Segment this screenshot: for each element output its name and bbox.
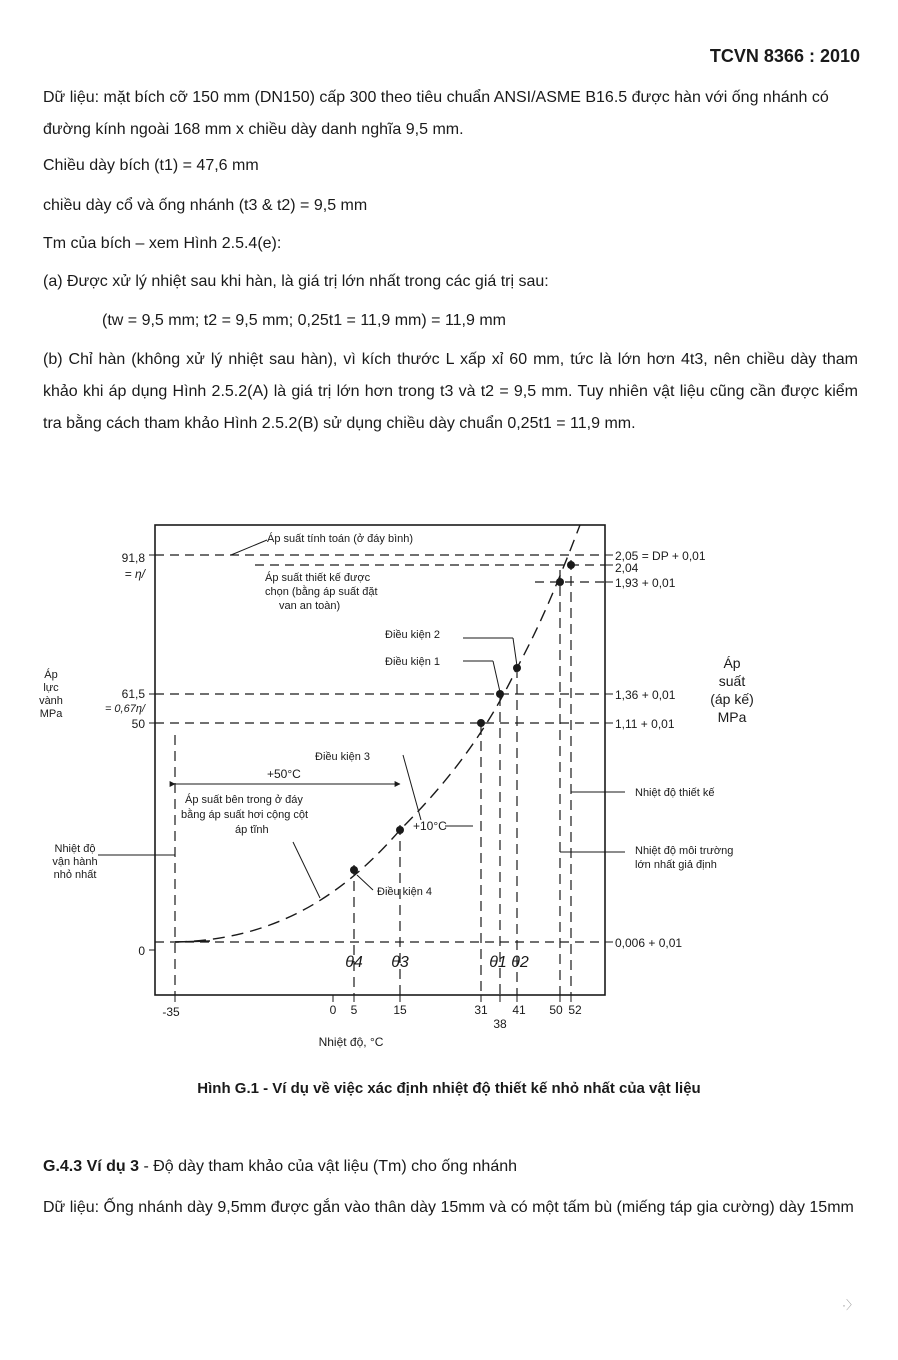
tm-reference-line: Tm của bích – xem Hình 2.5.4(e): bbox=[43, 235, 282, 252]
x-tick-41: 41 bbox=[512, 1003, 526, 1017]
right-tick-1-11: 1,11 + 0,01 bbox=[615, 717, 675, 731]
internal-pressure-3: áp tĩnh bbox=[235, 824, 269, 836]
figure-caption: Hình G.1 - Ví dụ về việc xác định nhiệt độ thiết kế nhỏ nhất của vật liệu bbox=[197, 1080, 701, 1097]
x-tick-minus35: -35 bbox=[162, 1005, 180, 1019]
plus-50-label: +50°C bbox=[267, 767, 301, 781]
x-tick-0: 0 bbox=[329, 1003, 337, 1017]
x-tick-38: 38 bbox=[493, 1017, 507, 1031]
tick-91-8: 91,8 bbox=[121, 551, 145, 565]
condition-2-label: Điều kiện 2 bbox=[385, 629, 441, 641]
svg-text:suất: suất bbox=[718, 673, 746, 689]
case-a-line: (a) Được xử lý nhiệt sau khi hàn, là giá trị lớn nhất trong các giá trị sau: bbox=[43, 273, 549, 290]
section-heading bbox=[43, 1158, 517, 1176]
x-tick-5: 5 bbox=[350, 1003, 358, 1017]
section-title: - Độ dày tham khảo của vật liệu (Tm) cho ống nhánh bbox=[139, 1158, 518, 1175]
tick-61-5: 61,5 bbox=[121, 687, 145, 701]
right-axis-label bbox=[710, 655, 754, 725]
svg-text:MPa: MPa bbox=[39, 708, 63, 720]
x-tick-15: 15 bbox=[393, 1003, 407, 1017]
x-axis-label: Nhiệt độ, °C bbox=[318, 1035, 384, 1049]
case-b-paragraph: (b) Chỉ hàn (không xử lý nhiệt sau hàn), vì kích thước L xấp xỉ 60 mm, tức là lớn hơn 4t3, nên chiều dày tham khảo khi áp dụng Hình 2.5.2(A) là giá trị lớn hơn trong t3 và t2 = 9,5 mm. Tuy nhiên vật liệu cũng cần được kiểm tra bằng cách tham khảo Hình 2.5.2(B) sử dụng chiều dày chuẩn 0,25t1 = 11,9 mm. bbox=[43, 351, 858, 432]
min-op-temp-3: nhỏ nhất bbox=[53, 869, 97, 881]
svg-text:MPa: MPa bbox=[717, 709, 747, 725]
temperature-verticals bbox=[175, 560, 571, 995]
page-mark: ·〉 bbox=[842, 1298, 858, 1312]
data-intro-paragraph: Dữ liệu: mặt bích cỡ 150 mm (DN150) cấp 300 theo tiêu chuẩn ANSI/ASME B16.5 được hàn với ống nhánh có đường kính ngoài 168 mm x chiều dày danh nghĩa 9,5 mm. bbox=[43, 89, 829, 138]
design-pressure-label-2: chọn (bằng áp suất đặt bbox=[265, 586, 378, 598]
min-op-temp-2: vận hành bbox=[52, 856, 98, 868]
temperature-pressure-figure bbox=[35, 520, 795, 1060]
svg-text:Áp: Áp bbox=[44, 669, 58, 681]
tick-50: 50 bbox=[131, 717, 145, 731]
section-number: G.4.3 Ví dụ 3 bbox=[43, 1158, 140, 1175]
condition-4-label: Điều kiện 4 bbox=[377, 886, 433, 898]
svg-text:(áp kế): (áp kế) bbox=[710, 691, 754, 707]
design-pressure-label-1: Áp suất thiết kế được bbox=[265, 572, 371, 584]
tick-0-left: 0 bbox=[138, 944, 145, 958]
plus-10-label: +10°C bbox=[413, 819, 447, 833]
left-axis-ticks bbox=[149, 555, 155, 950]
right-tick-2-05: 2,05 = DP + 0,01 bbox=[615, 549, 706, 563]
theta-4: θ4 bbox=[345, 954, 363, 971]
svg-text:Áp: Áp bbox=[723, 655, 741, 671]
design-temp-label: Nhiệt độ thiết kế bbox=[635, 787, 715, 799]
condition-3-label: Điều kiện 3 bbox=[315, 751, 371, 763]
right-tick-1-36: 1,36 + 0,01 bbox=[615, 688, 676, 702]
x-axis-ticks bbox=[175, 995, 571, 1002]
condition-1-label: Điều kiện 1 bbox=[385, 656, 441, 668]
tick-067eta: = 0,67η/ bbox=[104, 703, 145, 715]
theta-3: θ3 bbox=[391, 954, 409, 971]
x-tick-50: 50 bbox=[549, 1003, 563, 1017]
neck-thickness-line: chiều dày cổ và ống nhánh (t3 & t2) = 9,5 mm bbox=[43, 197, 368, 214]
right-tick-1-93: 1,93 + 0,01 bbox=[615, 576, 676, 590]
svg-text:vành: vành bbox=[39, 695, 63, 707]
env-temp-2: lớn nhất giả định bbox=[635, 859, 717, 871]
theta-1: θ1 bbox=[489, 954, 507, 971]
theta-2: θ2 bbox=[511, 954, 529, 971]
flange-thickness-line: Chiều dày bích (t1) = 47,6 mm bbox=[43, 157, 259, 174]
pressure-levels bbox=[155, 555, 605, 942]
tick-eta: = η/ bbox=[124, 567, 145, 581]
svg-text:lực: lực bbox=[43, 682, 59, 694]
right-axis-ticks bbox=[605, 555, 613, 942]
standard-code: TCVN 8366 : 2010 bbox=[709, 46, 860, 66]
condition-points bbox=[350, 561, 575, 874]
x-tick-31: 31 bbox=[474, 1003, 488, 1017]
internal-pressure-1: Áp suất bên trong ở đáy bbox=[185, 794, 303, 806]
right-tick-0-006: 0,006 + 0,01 bbox=[615, 936, 683, 950]
min-op-temp-1: Nhiệt độ bbox=[54, 843, 96, 855]
case-a-formula: (tw = 9,5 mm; t2 = 9,5 mm; 0,25t1 = 11,9 mm) = 11,9 mm bbox=[102, 312, 506, 329]
internal-pressure-2: bằng áp suất hơi cộng cột bbox=[181, 809, 309, 821]
right-tick-2-04: 2,04 bbox=[615, 561, 639, 575]
design-pressure-label-3: van an toàn) bbox=[279, 600, 341, 612]
x-tick-52: 52 bbox=[568, 1003, 582, 1017]
env-temp-1: Nhiệt độ môi trường bbox=[635, 845, 734, 857]
plot-frame bbox=[155, 525, 605, 995]
example3-data: Dữ liệu: Ống nhánh dày 9,5mm được gắn vào thân dày 15mm và có một tấm bù (miếng táp gia cường) dày 15mm bbox=[43, 1199, 854, 1216]
left-axis-label bbox=[39, 668, 63, 720]
calc-pressure-label: Áp suất tính toán (ở đáy bình) bbox=[267, 533, 414, 545]
